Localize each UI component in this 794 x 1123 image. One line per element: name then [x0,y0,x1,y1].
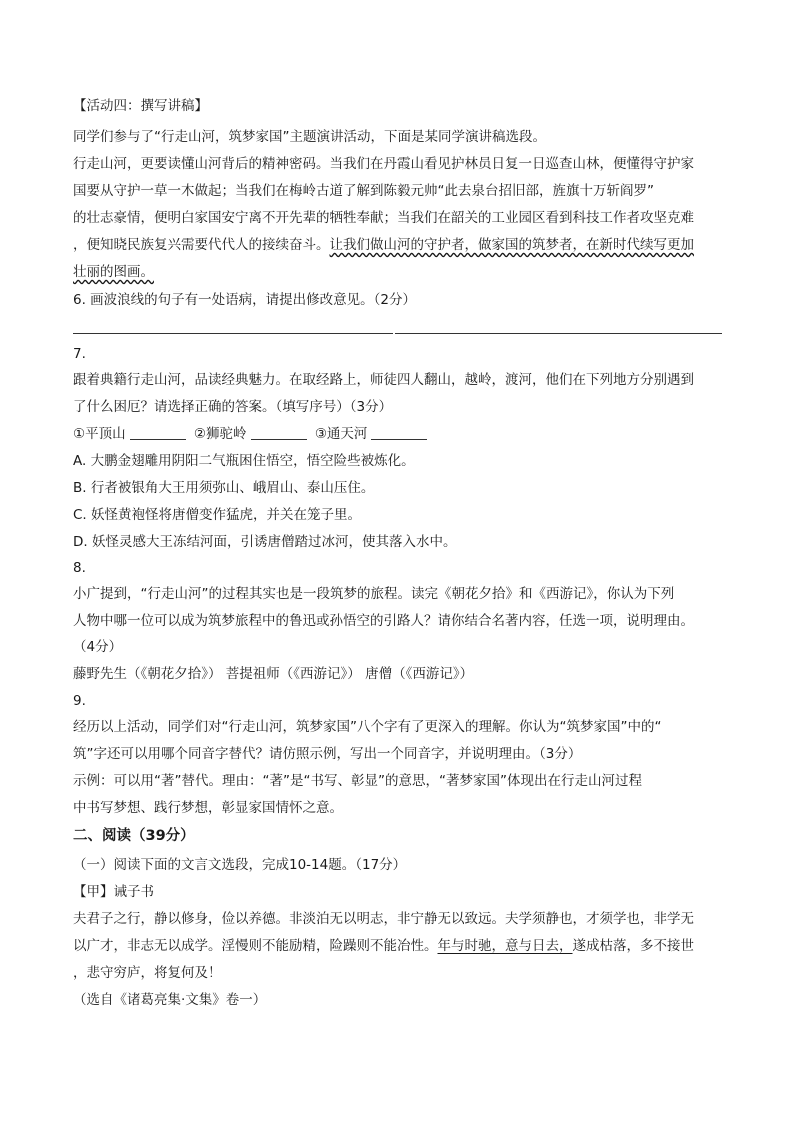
question-8-line-1: 小广提到，“行走山河”的过程其实也是一段筑梦的旅程。读完《朝花夕拾》和《西游记》，你认为下列 [73,586,675,602]
passage-text-tail: 遂成枯落，多不接世 [572,938,694,954]
question-7-line-2: 了什么困厄？请选择正确的答案。（填写序号）（3分） [73,399,393,415]
option-c: C. 妖怪黄袍怪将唐僧变作猛虎，并关在笼子里。 [73,507,362,523]
question-7-line-1: 跟着典籍行走山河，品读经典魅力。在取经路上，师徒四人翻山，越岭，渡河，他们在下列地方分别遇到 [73,372,694,388]
section-2-title: 二、阅读（39分） [73,828,195,844]
blank-label-2: ②狮驼岭 [193,426,247,442]
speech-paragraph-line-4 [73,235,723,255]
passage-line-1: 夫君子之行，静以修身，俭以养德。非淡泊无以明志，非宁静无以致远。夫学须静也，才须学也，非学无 [73,911,694,927]
option-d: D. 妖怪灵感大王冻结河面，引诱唐僧踏过冰河，使其落入水中。 [73,534,457,550]
speech-paragraph-line-1: 行走山河，更要读懂山河背后的精神密码。当我们在丹霞山看见护林员日复一日巡查山林，便懂得守护家 [73,156,694,172]
option-a: A. 大鹏金翅雕用阴阳二气瓶困住悟空，悟空险些被炼化。 [73,453,415,469]
answer-blank-3[interactable] [371,425,427,440]
answer-blank-2[interactable] [251,425,307,440]
underlined-phrase: 年与时驰，意与日去， [437,938,573,954]
section-2-subtitle: （一）阅读下面的文言文选段，完成10-14题。（17分） [73,857,407,873]
passage-jia-title: 【甲】诫子书 [73,884,154,900]
question-6: 6. 画波浪线的句子有一处语病，请提出修改意见。（2分） [73,292,417,308]
question-9-line-1: 经历以上活动，同学们对“行走山河，筑梦家国”八个字有了更深入的理解。你认为“筑梦家国”中的“ [73,719,662,735]
answer-line-right[interactable] [395,333,722,334]
question-8-points: （4分） [73,639,123,655]
activity-intro: 同学们参与了“行走山河，筑梦家国”主题演讲活动，下面是某同学演讲稿选段。 [73,129,546,145]
blank-label-3: ③通天河 [314,426,368,442]
activity-heading: 【活动四：撰写讲稿】 [73,98,208,114]
question-9-example-1: 示例：可以用“著”替代。理由：“著”是“书写、彰显”的意思，“著梦家国”体现出在行走山河过程 [73,773,642,789]
answer-blank-1[interactable] [130,425,186,440]
passage-line-2 [73,936,723,956]
passage-text: 以广才，非志无以成学。淫慢则不能励精，险躁则不能冶性。 [73,938,438,954]
answer-line-left[interactable] [73,333,393,334]
speech-paragraph-line-3: 的壮志豪情，便明白家国安宁离不开先辈的牺牲奉献；当我们在韶关的工业园区看到科技工作者攻坚克难 [73,210,694,226]
passage-source: （选自《诸葛亮集·文集》卷一） [73,992,267,1008]
wavy-underlined-sentence: 让我们做山河的守护者，做家国的筑梦者，在新时代续写更加 [329,237,694,253]
question-9-line-2: 筑”字还可以用哪个同音字替代？请仿照示例，写出一个同音字，并说明理由。（3分） [73,746,582,762]
question-8-line-2: 人物中哪一位可以成为筑梦旅程中的鲁迅或孙悟空的引路人？请你结合名著内容，任选一项，说明理由。 [73,613,694,629]
speech-paragraph-line-2: 国要从守护一草一木做起；当我们在梅岭古道了解到陈毅元帅“此去泉台招旧部，旌旗十万斩阎罗” [73,183,654,199]
question-8-number: 8. [73,560,86,576]
wavy-underlined-sentence-end: 壮丽的图画。 [73,264,154,280]
question-8-choices: 藤野先生（《朝花夕拾》） 菩提祖师（《西游记》） 唐僧（《西游记》） [73,666,474,682]
question-7-number: 7. [73,346,86,362]
question-7-blanks [73,424,723,444]
blank-label-1: ①平顶山 [73,426,126,442]
question-9-example-2: 中书写梦想、践行梦想，彰显家国情怀之意。 [73,800,343,816]
speech-text: ，便知晓民族复兴需要代代人的接续奋斗。 [73,237,330,253]
speech-paragraph-line-5 [73,262,723,282]
option-b: B. 行者被银角大王用须弥山、峨眉山、泰山压住。 [73,480,375,496]
passage-line-3: ，悲守穷庐，将复何及！ [73,965,222,981]
question-9-number: 9. [73,693,86,709]
